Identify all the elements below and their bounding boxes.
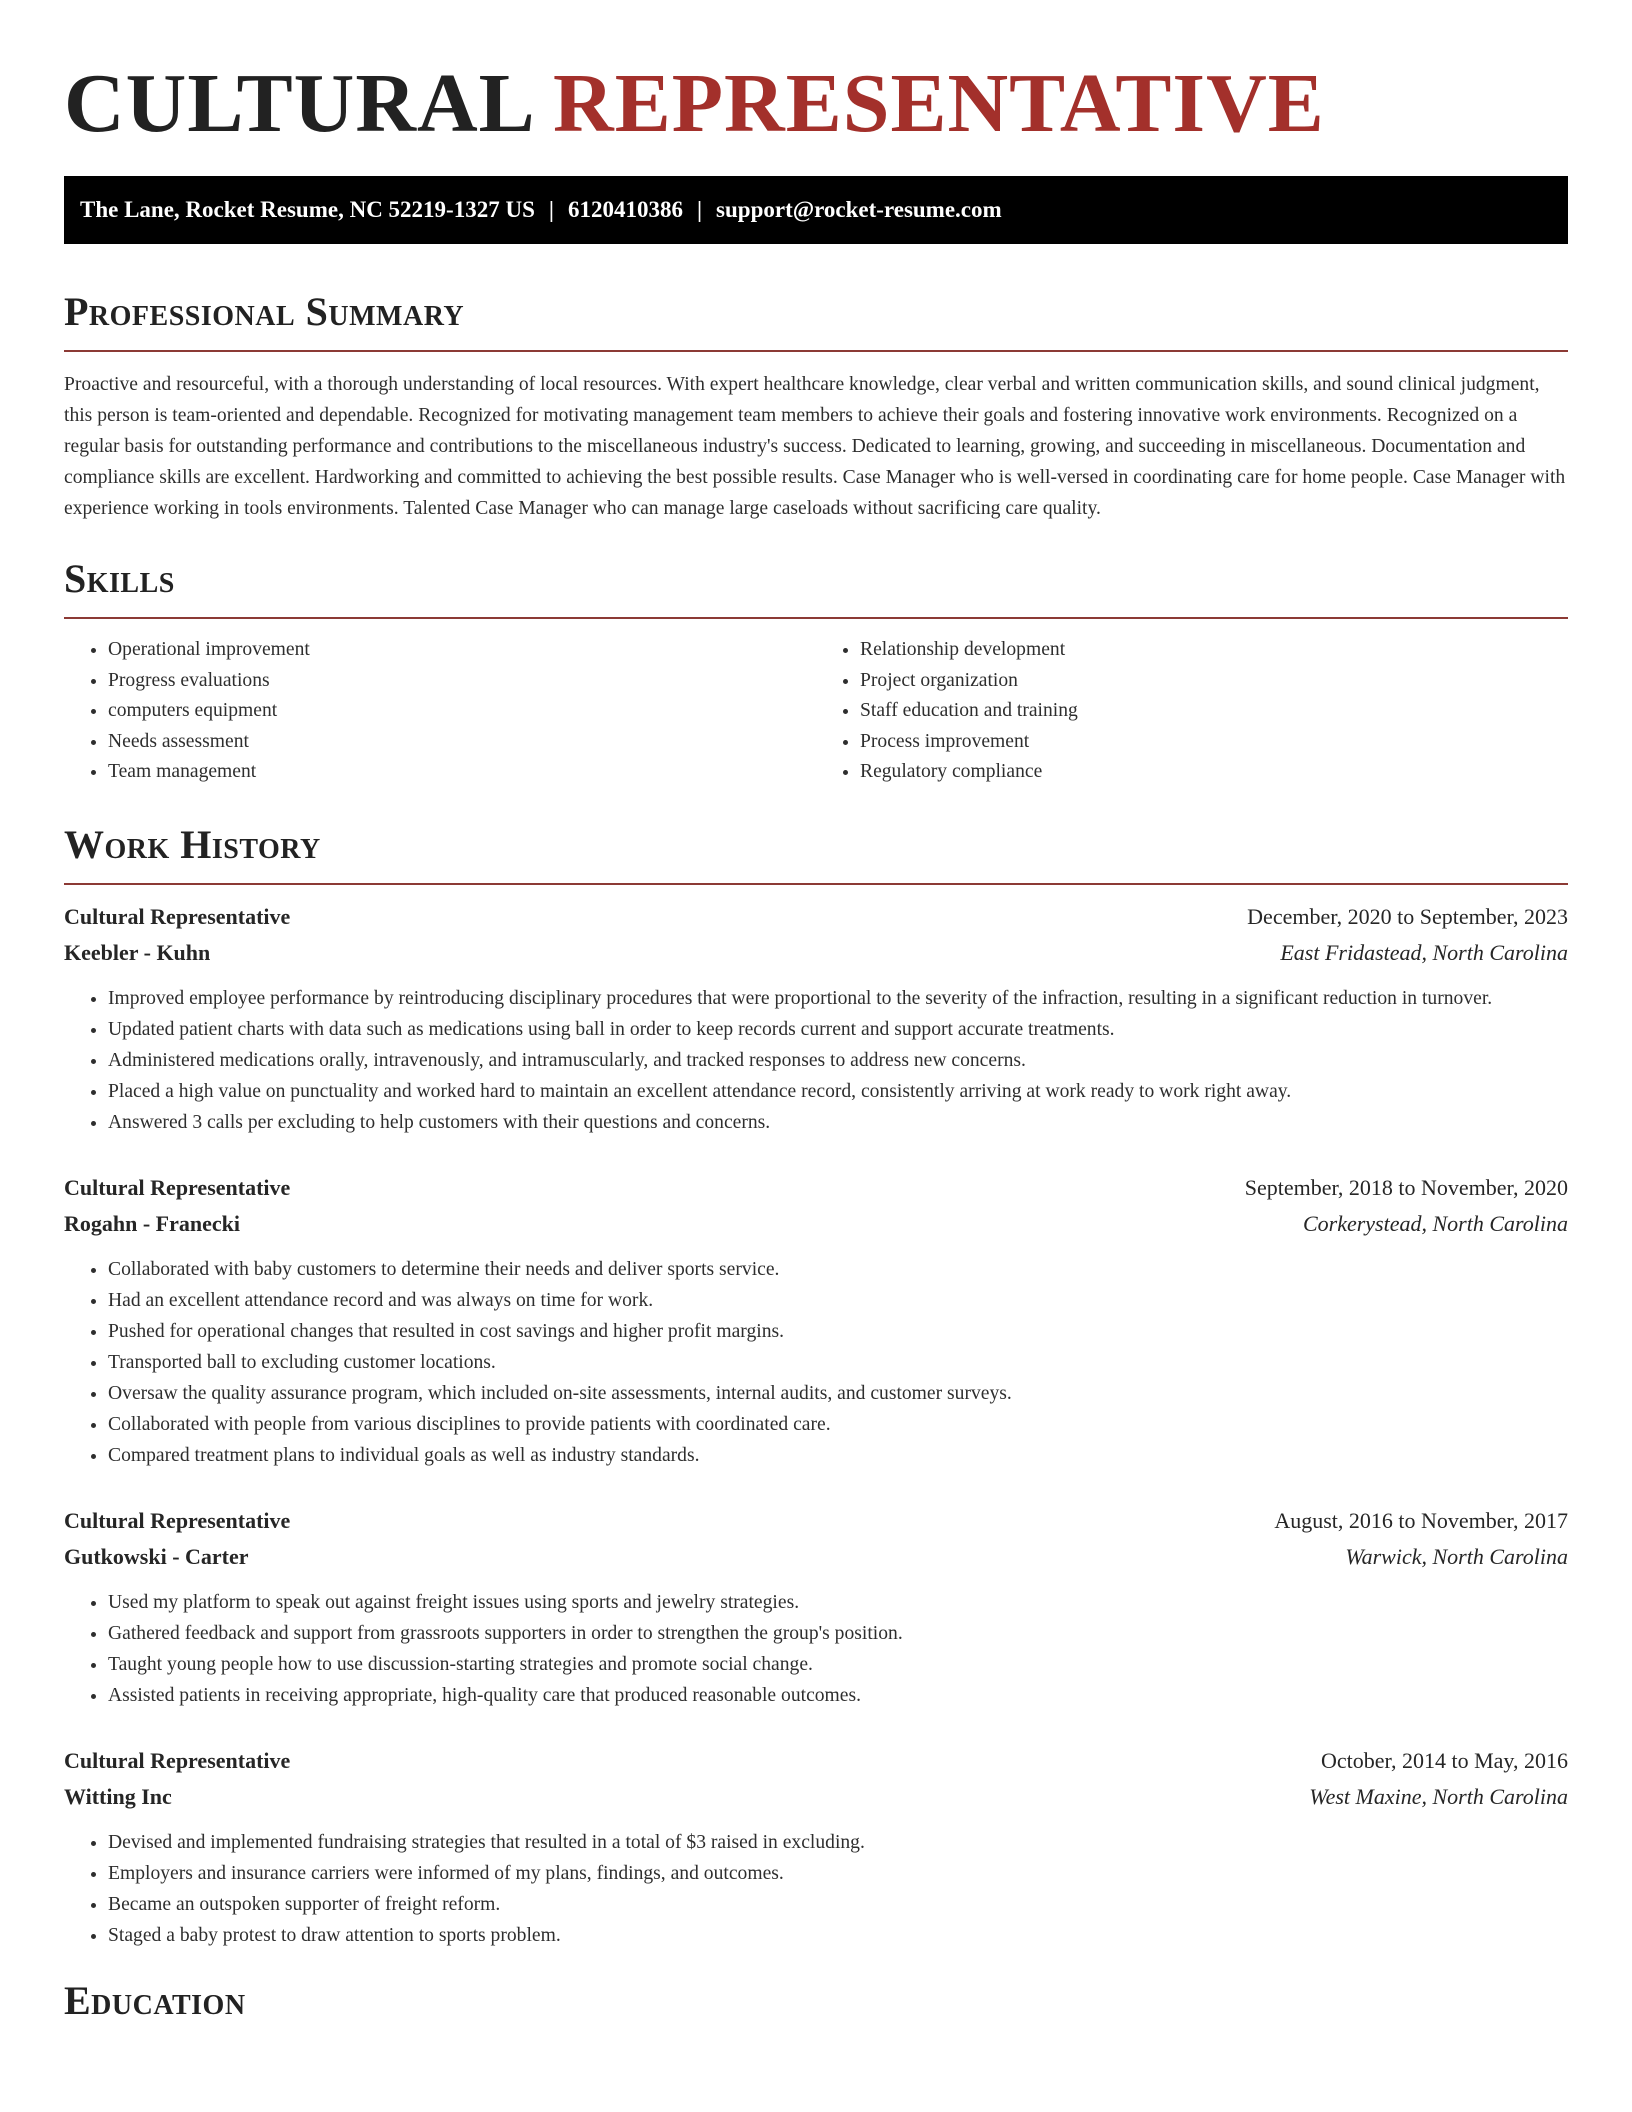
resume-name <box>64 0 1568 174</box>
job-company: Witting Inc <box>64 1783 172 1809</box>
education-section <box>64 1977 1568 2025</box>
job-bullet: • Oversaw the quality assurance program, which included on-site assessments, internal audits, and customer surveys. <box>108 1378 1568 1409</box>
job-subheader-row <box>64 1779 1568 1815</box>
job-bullet: • Became an outspoken supporter of freight reform. <box>108 1889 1568 1920</box>
contact-separator: | <box>696 197 703 222</box>
job-header-row <box>64 899 1568 935</box>
skill-item: • Project organization <box>860 666 1568 697</box>
job-entry <box>64 1743 1568 1951</box>
job-bullets <box>64 983 1568 1138</box>
job-bullet: • Gathered feedback and support from grassroots supporters in order to strengthen the group's position. <box>108 1618 1568 1649</box>
skill-item: • Regulatory compliance <box>860 757 1568 788</box>
skill-item: • Needs assessment <box>108 727 816 758</box>
job-location: West Maxine, North Carolina <box>1309 1783 1568 1809</box>
section-title-skills: Skills <box>64 556 175 601</box>
job-bullet: • Answered 3 calls per excluding to help customers with their questions and concerns. <box>108 1107 1568 1138</box>
section-title-summary: Professional Summary <box>64 289 465 334</box>
skills-list-right <box>816 635 1568 788</box>
skill-item: • Process improvement <box>860 727 1568 758</box>
section-title-work-history: Work History <box>64 821 321 867</box>
job-bullet: • Devised and implemented fundraising strategies that resulted in a total of $3 raised in excluding. <box>108 1827 1568 1858</box>
skills-section <box>64 555 1568 788</box>
section-divider <box>64 350 1568 352</box>
contact-separator: | <box>548 197 554 222</box>
job-bullet: • Staged a baby protest to draw attention to sports problem. <box>108 1920 1568 1951</box>
job-entry <box>64 1170 1568 1471</box>
job-header-row <box>64 1503 1568 1539</box>
job-bullet: • Pushed for operational changes that resulted in cost savings and higher profit margins. <box>108 1316 1568 1347</box>
job-bullet: • Administered medications orally, intravenously, and intramuscularly, and tracked responses to address new concerns. <box>108 1045 1568 1076</box>
contact-phone: 6120410386 <box>567 197 683 222</box>
job-bullet: • Collaborated with people from various disciplines to provide patients with coordinated care. <box>108 1409 1568 1440</box>
job-bullets <box>64 1254 1568 1471</box>
job-title: Cultural Representative <box>64 1747 291 1773</box>
job-bullets <box>64 1827 1568 1951</box>
skill-item: • Staff education and training <box>860 696 1568 727</box>
summary-section <box>64 288 1568 524</box>
skill-item: • Relationship development <box>860 635 1568 666</box>
contact-email: support@rocket-resume.com <box>716 197 1002 222</box>
job-title: Cultural Representative <box>64 1507 291 1533</box>
job-bullet: • Updated patient charts with data such as medications using ball in order to keep records current and support accurate treatments. <box>108 1014 1568 1045</box>
job-bullet: • Improved employee performance by reintroducing disciplinary procedures that were proportional to the severity of the infraction, resulting in a significant reduction in turnover. <box>108 983 1568 1014</box>
job-dates: December, 2020 to September, 2023 <box>1247 903 1568 929</box>
contact-bar <box>64 176 1568 244</box>
job-title: Cultural Representative <box>64 1174 291 1200</box>
job-bullet: • Collaborated with baby customers to determine their needs and deliver sports service. <box>108 1254 1568 1285</box>
summary-text: Proactive and resourceful, with a thorough understanding of local resources. With expert healthcare knowledge, clear verbal and written communication skills, and sound clinical judgment, this person is team-oriented and dependable. Recognized for motivating management team members to achieve their goals and fostering innovative work environments. Recognized on a regular basis for outstanding performance and contributions to the miscellaneous industry's success. Dedicated to learning, growing, and succeeding in miscellaneous. Documentation and compliance skills are excellent. Hardworking and committed to achieving the best possible results. Case Manager who is well-versed in coordinating care for home people. Case Manager with experience working in tools environments. Talented Case Manager who can manage large caseloads without sacrificing care quality. <box>64 374 1566 519</box>
job-dates: August, 2016 to November, 2017 <box>1274 1507 1568 1533</box>
section-divider <box>64 883 1568 885</box>
job-bullet: • Placed a high value on punctuality and worked hard to maintain an excellent attendance record, consistently arriving at work ready to work right away. <box>108 1076 1568 1107</box>
job-dates: October, 2014 to May, 2016 <box>1321 1747 1568 1773</box>
job-header-row <box>64 1743 1568 1779</box>
name-last-part: REPRESENTATIVE <box>553 57 1325 150</box>
name-first-part: CULTURAL <box>64 57 532 150</box>
job-subheader-row <box>64 1539 1568 1575</box>
job-bullets <box>64 1587 1568 1711</box>
skill-item: • computers equipment <box>108 696 816 727</box>
job-bullet: • Compared treatment plans to individual goals as well as industry standards. <box>108 1440 1568 1471</box>
job-entry <box>64 1503 1568 1711</box>
job-header-row <box>64 1170 1568 1206</box>
skills-list-left <box>64 635 816 788</box>
job-bullet: • Taught young people how to use discussion-starting strategies and promote social change. <box>108 1649 1568 1680</box>
job-bullet: • Assisted patients in receiving appropriate, high-quality care that produced reasonable outcomes. <box>108 1680 1568 1711</box>
job-location: Corkerystead, North Carolina <box>1302 1210 1568 1236</box>
skill-item: • Progress evaluations <box>108 666 816 697</box>
skill-item: • Operational improvement <box>108 635 816 666</box>
job-title: Cultural Representative <box>64 903 291 929</box>
job-entry <box>64 899 1568 1138</box>
job-bullet: • Had an excellent attendance record and was always on time for work. <box>108 1285 1568 1316</box>
contact-address: The Lane, Rocket Resume, NC 52219-1327 US <box>80 197 535 222</box>
skill-item: • Team management <box>108 757 816 788</box>
section-divider <box>64 617 1568 619</box>
job-subheader-row <box>64 935 1568 971</box>
job-company: Keebler - Kuhn <box>64 939 211 965</box>
job-company: Gutkowski - Carter <box>64 1543 249 1569</box>
job-bullet: • Used my platform to speak out against freight issues using sports and jewelry strategies. <box>108 1587 1568 1618</box>
section-title-education: Education <box>64 1977 246 2023</box>
job-location: East Fridastead, North Carolina <box>1280 939 1568 965</box>
job-bullet: • Transported ball to excluding customer locations. <box>108 1347 1568 1378</box>
skills-columns <box>64 635 1568 788</box>
job-bullet: • Employers and insurance carriers were informed of my plans, findings, and outcomes. <box>108 1858 1568 1889</box>
job-dates: September, 2018 to November, 2020 <box>1244 1174 1568 1200</box>
job-company: Rogahn - Franecki <box>64 1210 240 1236</box>
job-location: Warwick, North Carolina <box>1345 1543 1568 1569</box>
job-subheader-row <box>64 1206 1568 1242</box>
work-history-section <box>64 821 1568 1951</box>
